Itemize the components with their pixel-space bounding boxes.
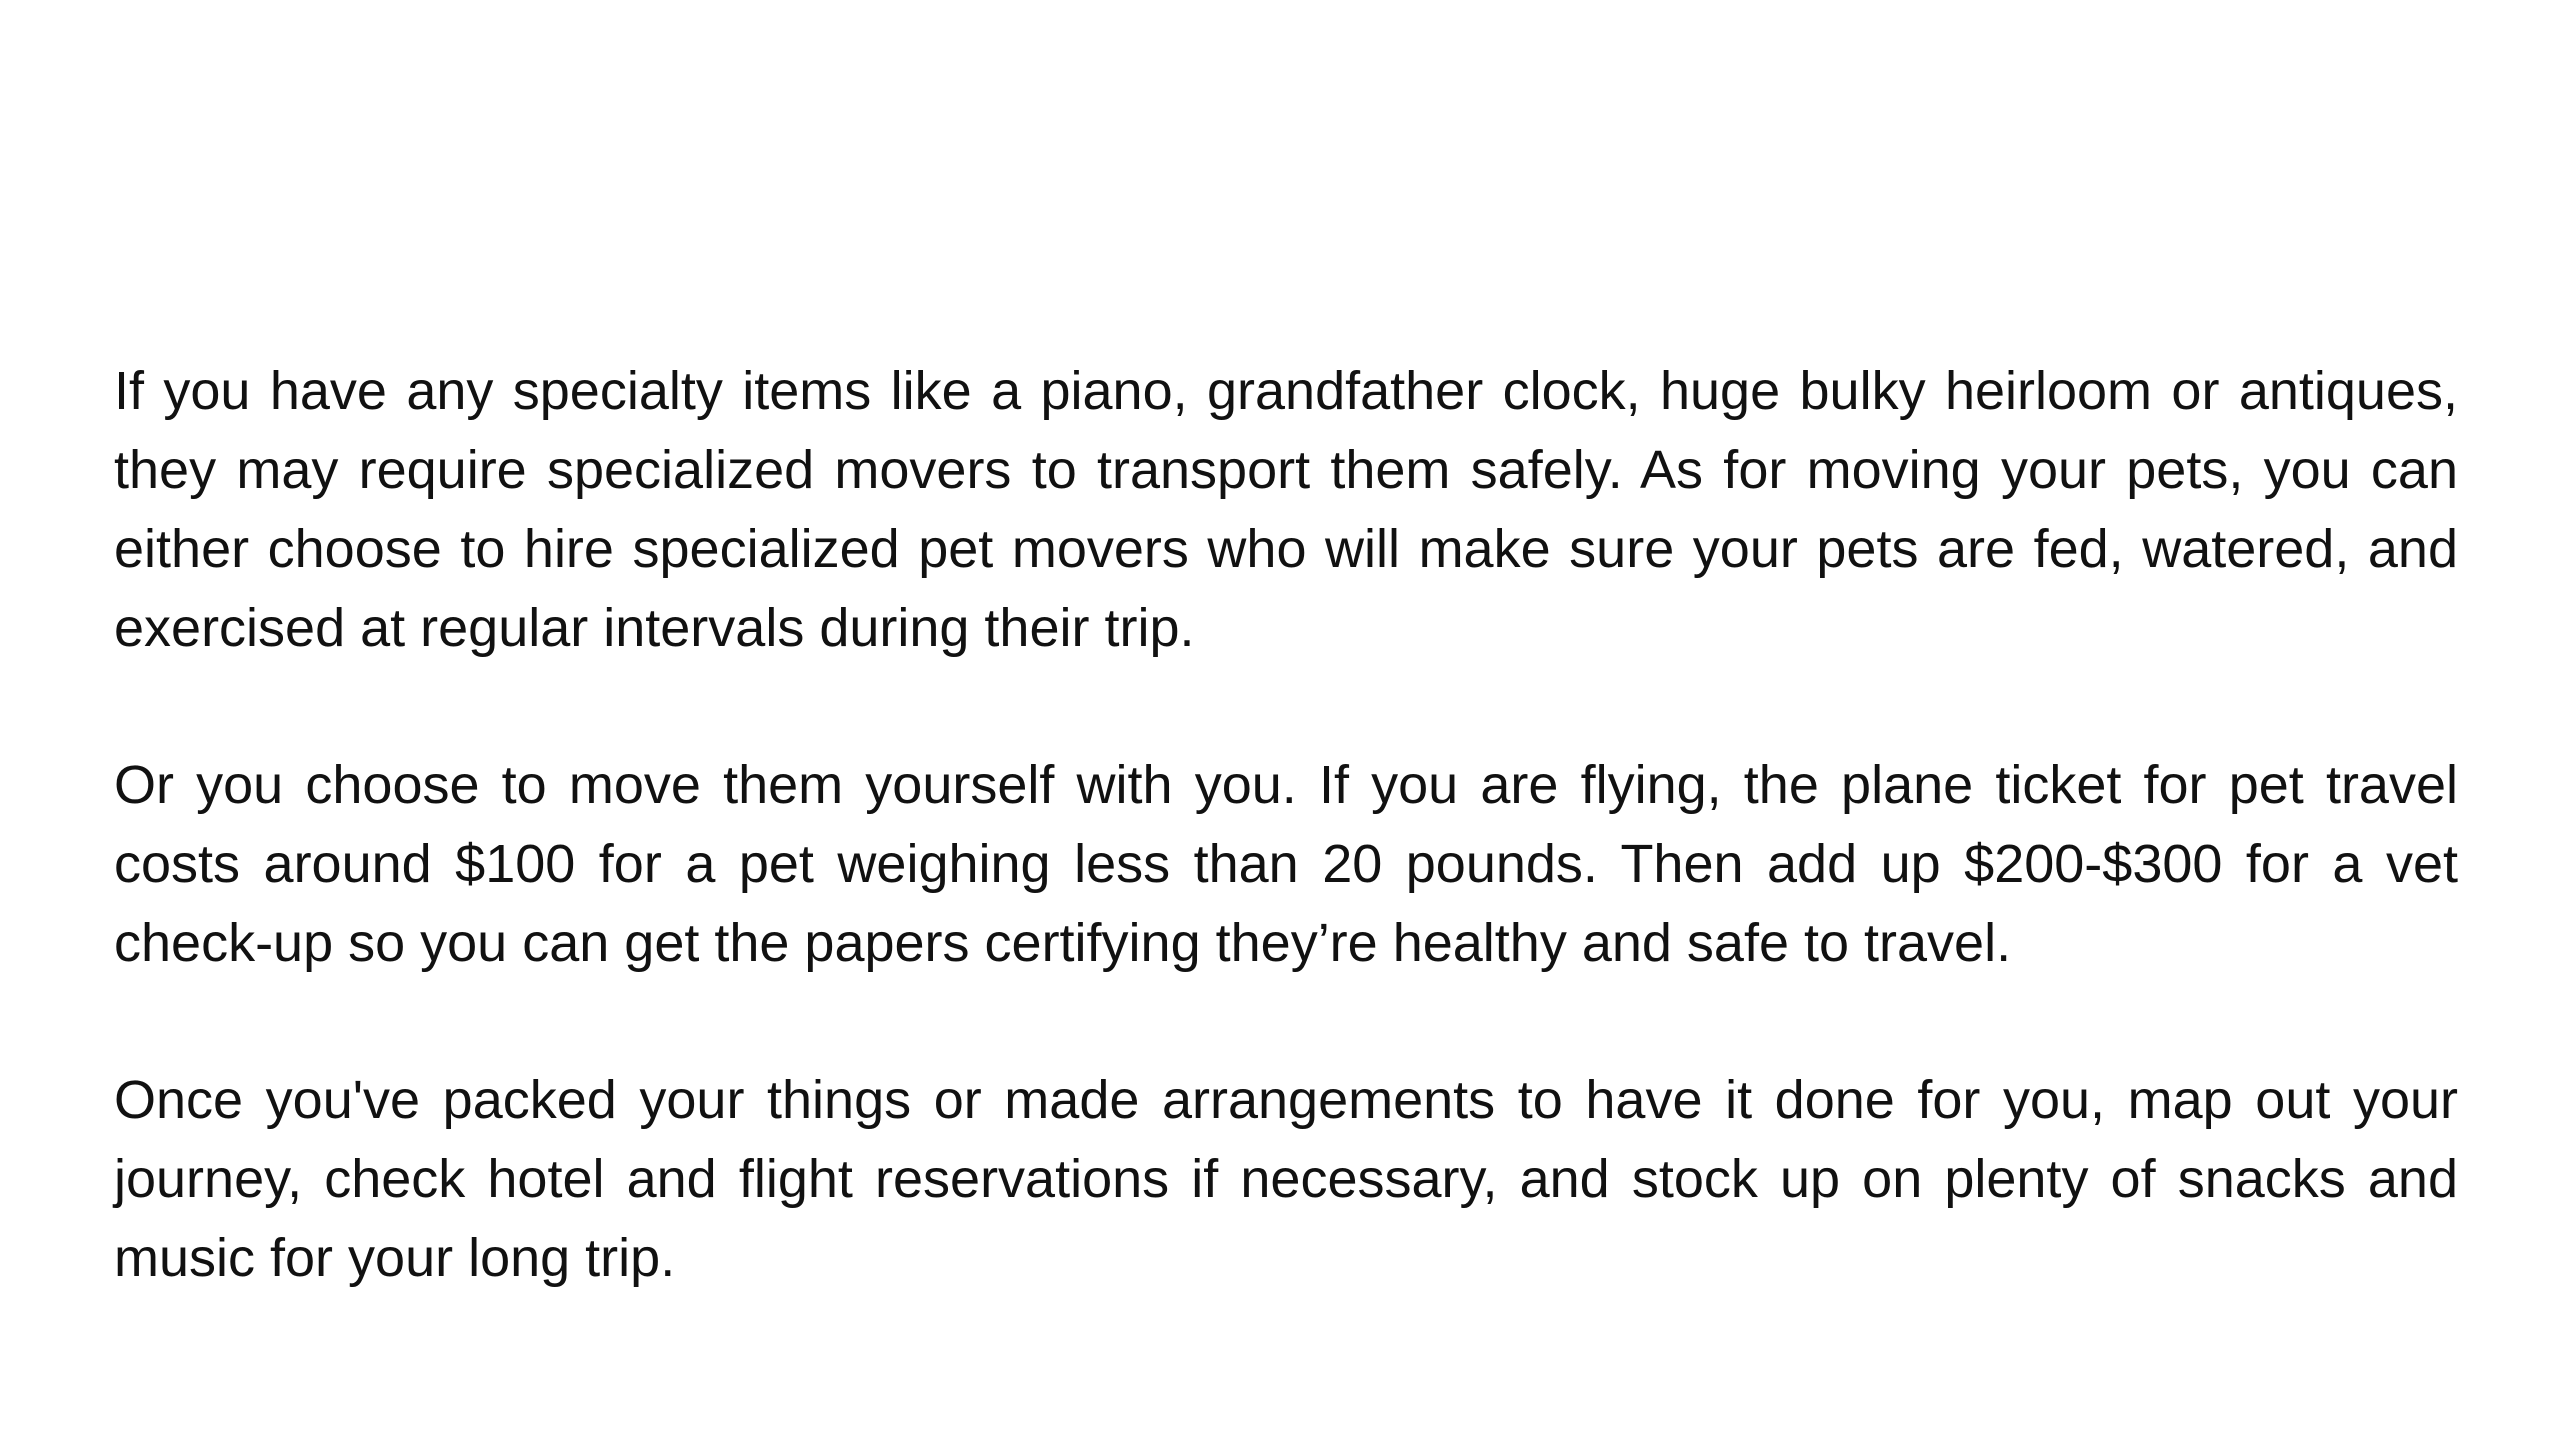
paragraph-specialty-items: If you have any specialty items like a piano, grandfather clock, huge bulky heirloom or antiques, they may require specialized movers to transport them safely. As for moving your pets, you can either choose to hire specialized pet movers who will make sure your pets are fed, watered, and exercised at regular intervals during their trip. xyxy=(114,361,2458,658)
document-body xyxy=(114,352,2458,1298)
paragraph-journey-planning: Once you've packed your things or made arrangements to have it done for you, map out your journey, check hotel and flight reservations if necessary, and stock up on plenty of snacks and music for your long trip. xyxy=(114,1070,2458,1288)
paragraph-pet-travel: Or you choose to move them yourself with you. If you are flying, the plane ticket for pet travel costs around $100 for a pet weighing less than 20 pounds. Then add up $200-$300 for a vet check-up so you can get the papers certifying they’re healthy and safe to travel. xyxy=(114,755,2458,973)
